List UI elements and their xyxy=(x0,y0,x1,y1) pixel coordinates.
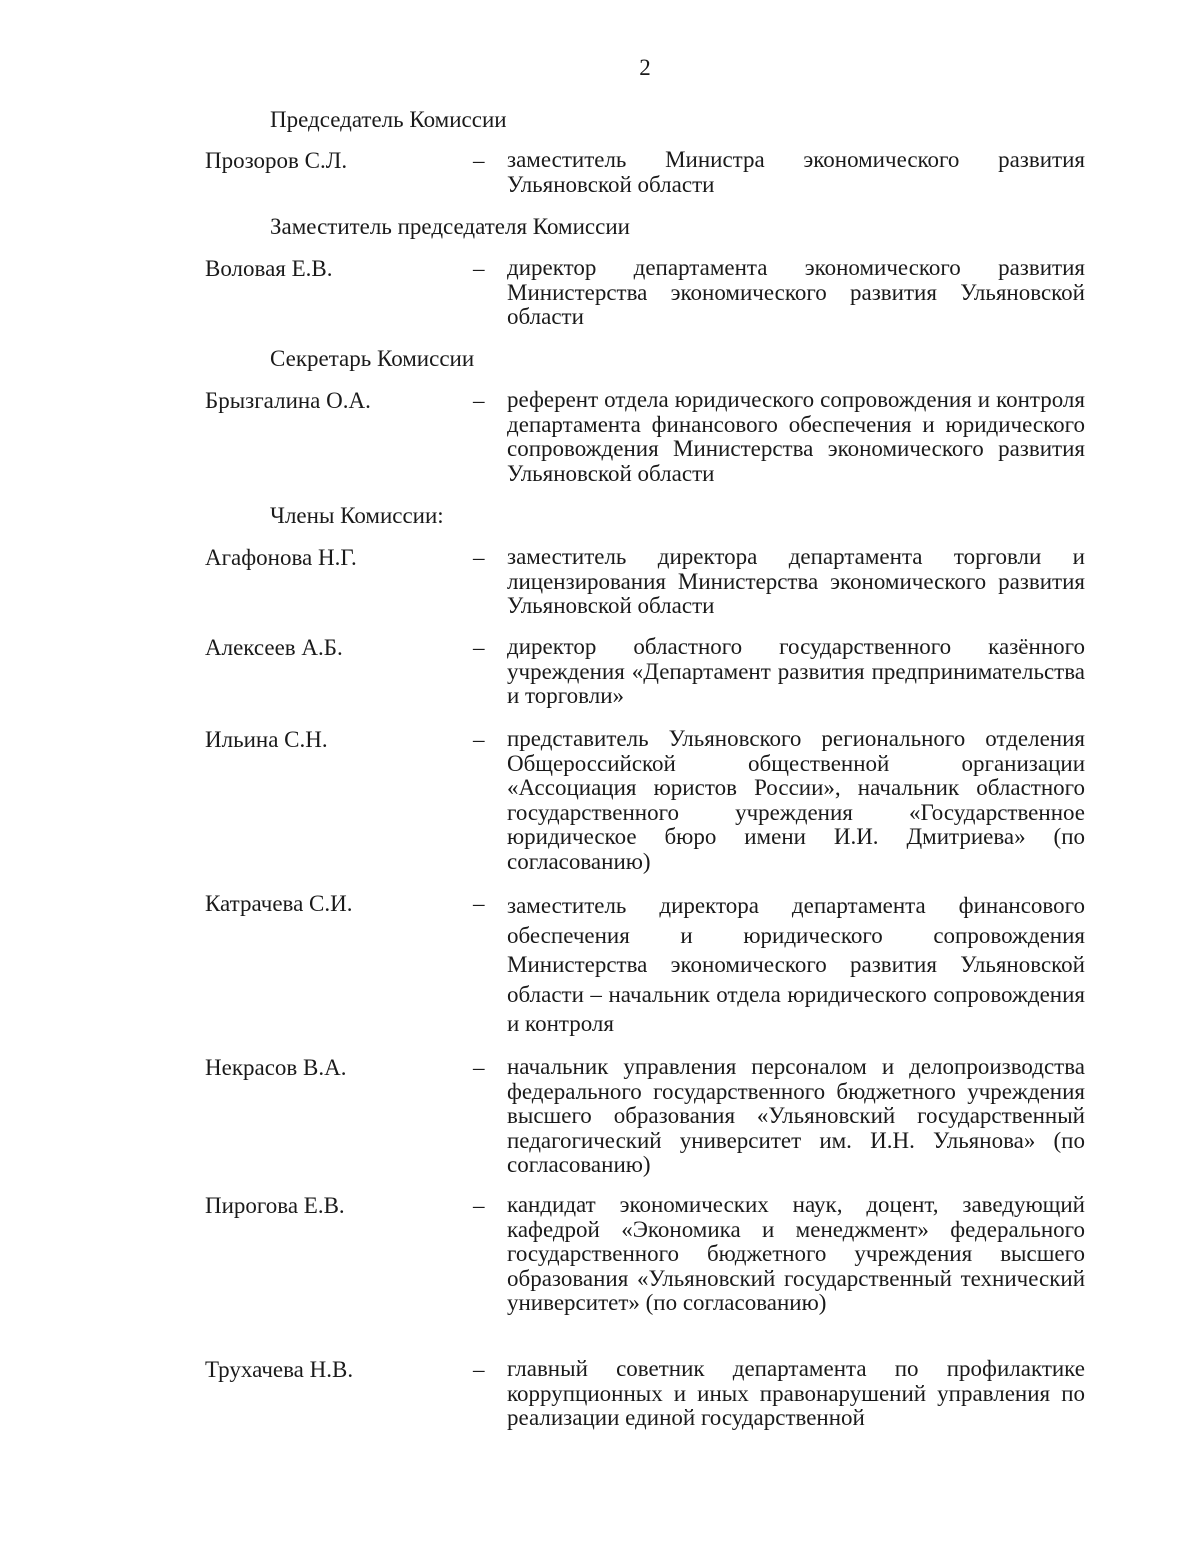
member-role: референт отдела юридического сопровождения и контроля департамента финансового обеспечения и юридического сопровождения Министерства экономического развития Ульяновской области xyxy=(507,387,1085,486)
member-name: Прозоров С.Л. xyxy=(205,148,348,173)
member-name: Катрачева С.И. xyxy=(205,891,353,916)
member-role: начальник управления персоналом и делопроизводства федерального государственного бюджетного учреждения высшего образования «Ульяновский государственный педагогический университет им. И.Н. Ульянова» (по согласованию) xyxy=(507,1054,1085,1177)
member-role: главный советник департамента по профилактике коррупционных и иных правонарушений управления по реализации единой государственной xyxy=(507,1356,1085,1430)
section-heading-deputy-chairman: Заместитель председателя Комиссии xyxy=(270,214,630,239)
dash-separator: – xyxy=(473,1357,485,1382)
member-role: кандидат экономических наук, доцент, заведующий кафедрой «Экономика и менеджмент» федерального государственного бюджетного учреждения высшего образования «Ульяновский государственный технический университет» (по согласованию) xyxy=(507,1192,1085,1315)
member-name: Воловая Е.В. xyxy=(205,256,333,281)
member-name: Брызгалина О.А. xyxy=(205,388,371,413)
dash-separator: – xyxy=(473,891,485,916)
section-heading-chairman: Председатель Комиссии xyxy=(270,107,507,132)
dash-separator: – xyxy=(473,388,485,413)
dash-separator: – xyxy=(473,545,485,570)
member-name: Некрасов В.А. xyxy=(205,1055,347,1080)
member-role: заместитель Министра экономического развития Ульяновской области xyxy=(507,147,1085,197)
dash-separator: – xyxy=(473,1193,485,1218)
dash-separator: – xyxy=(473,727,485,752)
page-number: 2 xyxy=(639,55,651,80)
dash-separator: – xyxy=(473,256,485,281)
member-role: директор областного государственного казённого учреждения «Департамент развития предпринимательства и торговли» xyxy=(507,634,1085,708)
member-name: Пирогова Е.В. xyxy=(205,1193,345,1218)
member-name: Ильина С.Н. xyxy=(205,727,328,752)
section-heading-members: Члены Комиссии: xyxy=(270,503,444,528)
member-role: директор департамента экономического развития Министерства экономического развития Ульяновской области xyxy=(507,255,1085,329)
dash-separator: – xyxy=(473,1055,485,1080)
member-role: заместитель директора департамента торговли и лицензирования Министерства экономического развития Ульяновской области xyxy=(507,544,1085,618)
member-name: Алексеев А.Б. xyxy=(205,635,343,660)
dash-separator: – xyxy=(473,148,485,173)
member-role: представитель Ульяновского регионального отделения Общероссийской общественной организации «Ассоциация юристов России», начальник областного государственного учреждения «Государственное юридическое бюро имени И.И. Дмитриева» (по согласованию) xyxy=(507,726,1085,874)
section-heading-secretary: Секретарь Комиссии xyxy=(270,346,475,371)
member-name: Трухачева Н.В. xyxy=(205,1357,354,1382)
member-role: заместитель директора департамента финансового обеспечения и юридического сопровождения Министерства экономического развития Ульяновской области – начальник отдела юридического сопровождения и контроля xyxy=(507,893,1085,1036)
dash-separator: – xyxy=(473,635,485,660)
member-name: Агафонова Н.Г. xyxy=(205,545,357,570)
